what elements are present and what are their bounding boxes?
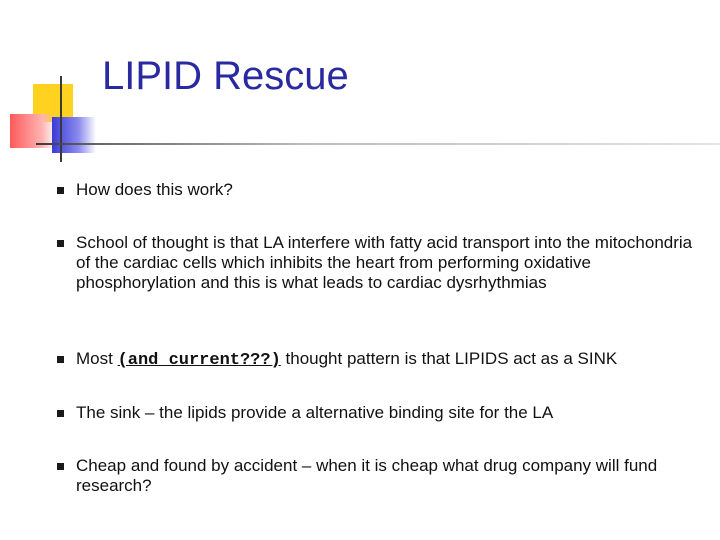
slide-title: LIPID Rescue xyxy=(102,54,349,98)
blue-square-decoration xyxy=(52,117,96,153)
bullet-text: How does this work? xyxy=(76,180,233,199)
bullet-square-icon xyxy=(57,187,64,194)
bullet-text-after: thought pattern is that LIPIDS act as a SINK xyxy=(280,349,618,368)
bullet-text xyxy=(76,349,706,371)
vertical-rule xyxy=(60,76,62,162)
bullet-text: School of thought is that LA interfere with fatty acid transport into the mitochondria of the cardiac cells which inhibits the heart from performing oxidative phosphorylation and this is what leads to cardiac dysrhythmias xyxy=(76,233,693,292)
bullet-square-icon xyxy=(57,463,64,470)
bullet-text: Cheap and found by accident – when it is cheap what drug company will fund research? xyxy=(76,456,658,495)
bullet-square-icon xyxy=(57,240,64,247)
title-underline-rule xyxy=(36,143,720,145)
bullet-emphasis: (and current???) xyxy=(117,351,281,370)
bullet-square-icon xyxy=(57,410,64,417)
bullet-text-before: Most xyxy=(76,349,118,368)
bullet-text: The sink – the lipids provide a alternative binding site for the LA xyxy=(76,403,554,422)
bullet-square-icon xyxy=(57,356,64,363)
